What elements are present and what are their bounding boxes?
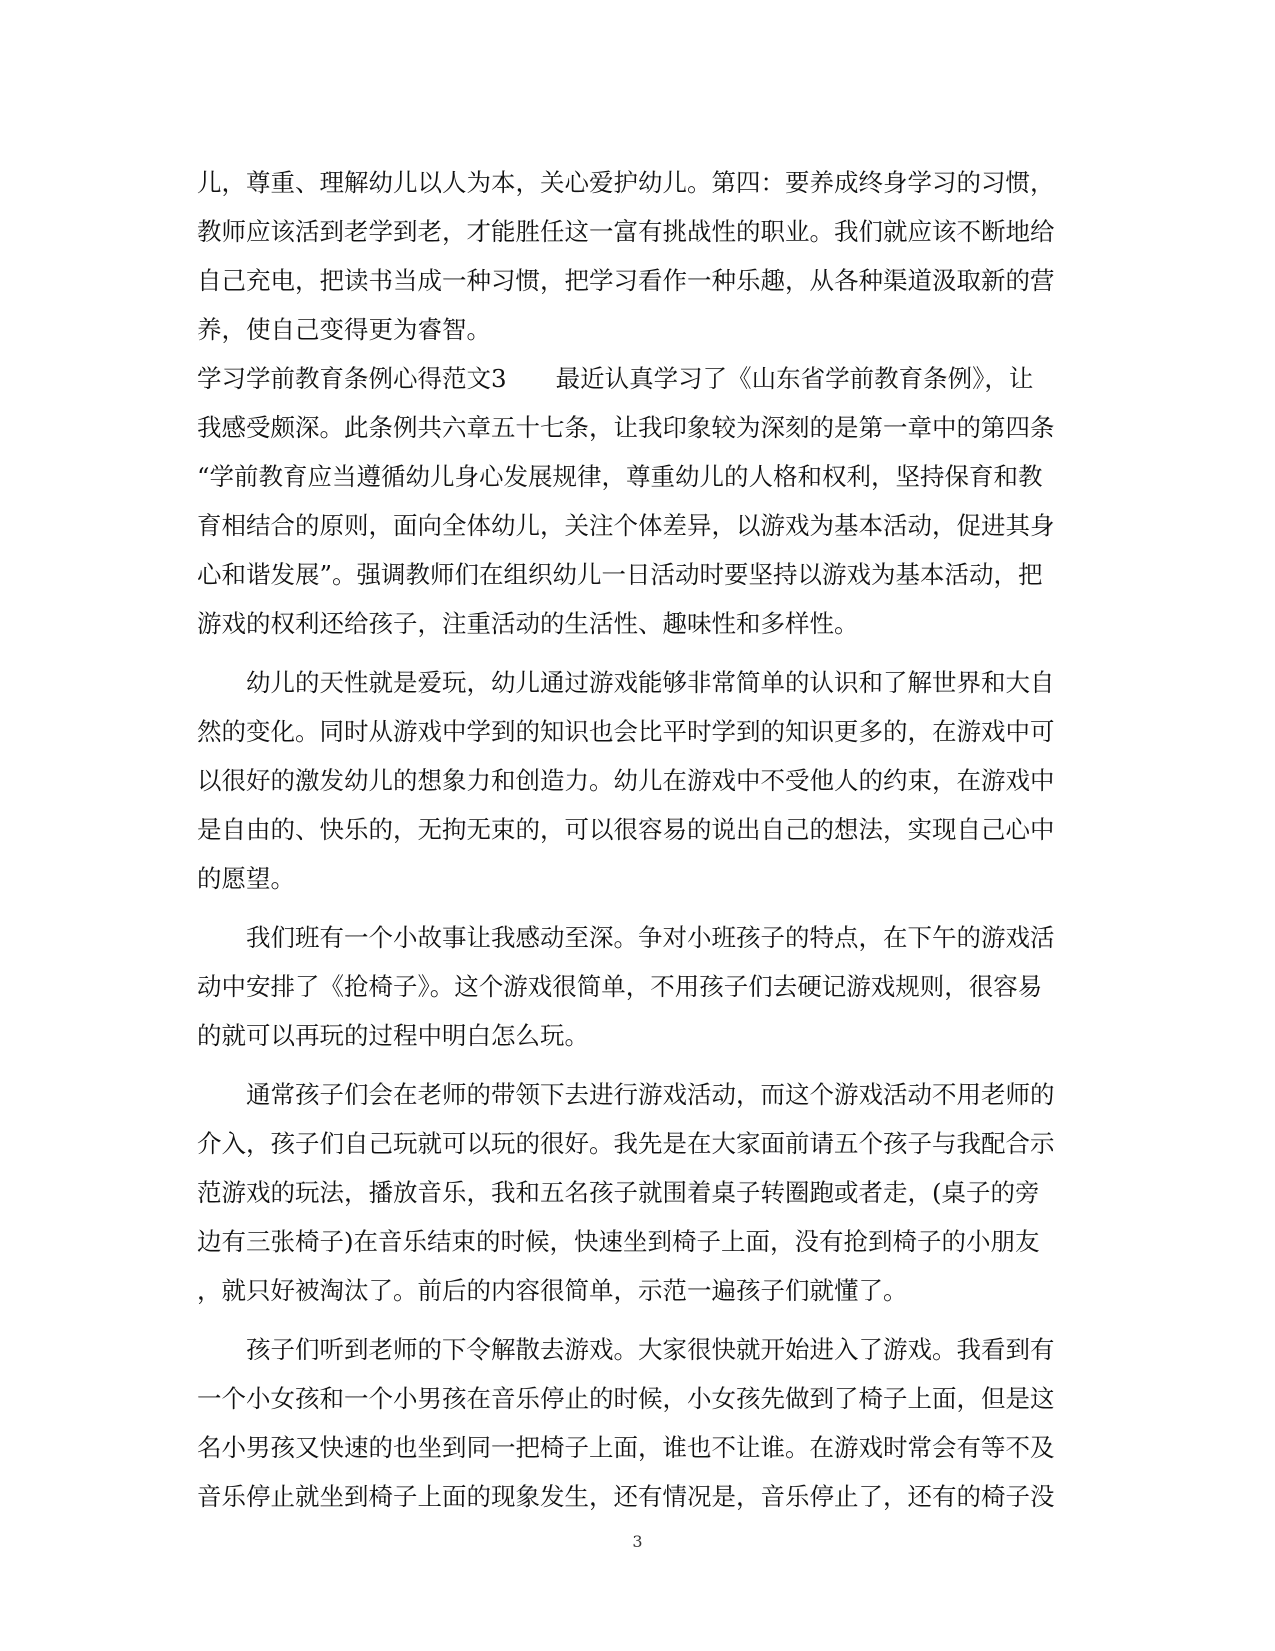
text-line: 然的变化。同时从游戏中学到的知识也会比平时学到的知识更多的，在游戏中可	[197, 717, 1055, 746]
text-line: 音乐停止就坐到椅子上面的现象发生，还有情况是，音乐停止了，还有的椅子没	[197, 1482, 1055, 1511]
text-line: 动中安排了《抢椅子》。这个游戏很简单，不用孩子们去硬记游戏规则，很容易	[197, 972, 1043, 1001]
text-line: 自己充电，把读书当成一种习惯，把学习看作一种乐趣，从各种渠道汲取新的营	[197, 266, 1055, 295]
paragraph	[197, 354, 1077, 648]
text-line: 范游戏的玩法，播放音乐，我和五名孩子就围着桌子转圈跑或者走，(桌子的旁	[197, 1178, 1040, 1207]
text-line: “学前教育应当遵循幼儿身心发展规律，尊重幼儿的人格和权利，坚持保育和教	[197, 462, 1043, 491]
text-line: 名小男孩又快速的也坐到同一把椅子上面，谁也不让谁。在游戏时常会有等不及	[197, 1433, 1055, 1462]
paragraph	[197, 1325, 1077, 1521]
text-line: 以很好的激发幼儿的想象力和创造力。幼儿在游戏中不受他人的约束，在游戏中	[197, 766, 1055, 795]
paragraph-spacing	[197, 648, 1077, 658]
text-line: 通常孩子们会在老师的带领下去进行游戏活动，而这个游戏活动不用老师的	[197, 1080, 1055, 1109]
page-number: 3	[632, 1532, 643, 1551]
text-line: 是自由的、快乐的，无拘无束的，可以很容易的说出自己的想法，实现自己心中	[197, 815, 1055, 844]
text-line: 一个小女孩和一个小男孩在音乐停止的时候，小女孩先做到了椅子上面，但是这	[197, 1384, 1055, 1413]
paragraph-spacing	[197, 903, 1077, 913]
document-body	[197, 158, 1077, 1521]
text-line: 的就可以再玩的过程中明白怎么玩。	[197, 1021, 589, 1050]
paragraph-spacing	[197, 1315, 1077, 1325]
text-line: 介入，孩子们自己玩就可以玩的很好。我先是在大家面前请五个孩子与我配合示	[197, 1129, 1055, 1158]
text-line: 游戏的权利还给孩子，注重活动的生活性、趣味性和多样性。	[197, 609, 859, 638]
text-line: 的愿望。	[197, 864, 295, 893]
paragraph-spacing	[197, 1060, 1077, 1070]
text-line: 教师应该活到老学到老，才能胜任这一富有挑战性的职业。我们就应该不断地给	[197, 217, 1055, 246]
text-line: 孩子们听到老师的下令解散去游戏。大家很快就开始进入了游戏。我看到有	[197, 1335, 1055, 1364]
text-line: 心和谐发展”。强调教师们在组织幼儿一日活动时要坚持以游戏为基本活动，把	[197, 560, 1043, 589]
text-line: 我感受颇深。此条例共六章五十七条，让我印象较为深刻的是第一章中的第四条	[197, 413, 1055, 442]
text-line: 学习学前教育条例心得范文3 最近认真学习了《山东省学前教育条例》，让	[197, 364, 1034, 393]
text-line: 养，使自己变得更为睿智。	[197, 315, 491, 344]
text-line: 育相结合的原则，面向全体幼儿，关注个体差异，以游戏为基本活动，促进其身	[197, 511, 1055, 540]
paragraph	[197, 1070, 1077, 1315]
text-line: 幼儿的天性就是爱玩，幼儿通过游戏能够非常简单的认识和了解世界和大自	[197, 668, 1055, 697]
text-line: 边有三张椅子)在音乐结束的时候，快速坐到椅子上面，没有抢到椅子的小朋友	[197, 1227, 1040, 1256]
paragraph	[197, 158, 1077, 354]
paragraph	[197, 913, 1077, 1060]
text-line: 儿，尊重、理解幼儿以人为本，关心爱护幼儿。第四：要养成终身学习的习惯，	[197, 168, 1055, 197]
text-line: ，就只好被淘汰了。前后的内容很简单，示范一遍孩子们就懂了。	[197, 1276, 908, 1305]
text-line: 我们班有一个小故事让我感动至深。争对小班孩子的特点，在下午的游戏活	[197, 923, 1055, 952]
paragraph	[197, 658, 1077, 903]
